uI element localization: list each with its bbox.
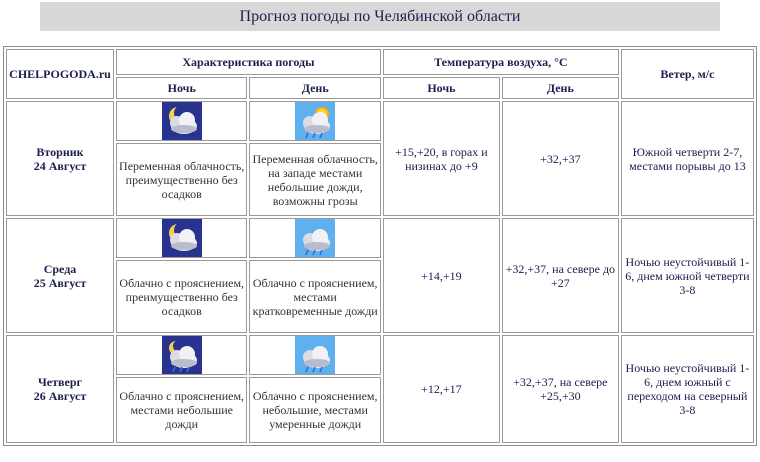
day-icon-cell: [249, 218, 380, 258]
wind-cell: Ночью неустойчивый 1-6, днем южной четверти 3-8: [621, 218, 754, 333]
air-temperature-header: Температура воздуха, °С: [383, 49, 619, 75]
night-description: Облачно с прояснением, местами небольшие дожди: [116, 377, 247, 443]
date: 24 Август: [33, 158, 87, 173]
wind-cell: Ночью неустойчивый 1-6, днем южный с переходом на северный 3-8: [621, 335, 754, 443]
day-description: Облачно с прояснением, небольшие, местами умеренные дожди: [249, 377, 380, 443]
page-title: Прогноз погоды по Челябинской области: [40, 2, 720, 31]
temp-night-cell: +14,+19: [383, 218, 500, 333]
weather-characteristic-header: Характеристика погоды: [116, 49, 381, 75]
night-cloudy-moon-icon: [162, 219, 202, 257]
day-label-thursday: [6, 335, 114, 443]
date: 25 Август: [33, 275, 87, 290]
forecast-table: [3, 46, 757, 446]
night-description: Переменная облачность, преимущественно без осадков: [116, 143, 247, 216]
weekday: Среда: [43, 261, 77, 276]
temp-day-cell: +32,+37, на севере до +27: [502, 218, 619, 333]
weekday: Четверг: [38, 375, 82, 389]
date: 26 Август: [33, 389, 87, 403]
day-icon-cell: [249, 335, 380, 375]
temp-day-cell: +32,+37: [502, 101, 619, 216]
cloud-rain-icon: [295, 336, 335, 374]
temp-day-header: День: [502, 77, 619, 99]
day-description: Облачно с прояснением, местами кратковременные дожди: [249, 260, 380, 333]
night-description: Облачно с прояснением, преимущественно без осадков: [116, 260, 247, 333]
night-icon-cell: [116, 218, 247, 258]
wind-header: Ветер, м/с: [621, 49, 754, 99]
brand-label: CHELPOGODA.ru: [6, 49, 114, 99]
temp-day-cell: +32,+37, на севере +25,+30: [502, 335, 619, 443]
temp-night-cell: +15,+20, в горах и низинах до +9: [383, 101, 500, 216]
night-cloud-rain-icon: [162, 336, 202, 374]
wind-cell: Южной четверти 2-7, местами порывы до 13: [621, 101, 754, 216]
temp-night-cell: +12,+17: [383, 335, 500, 443]
day-description: Переменная облачность, на западе местами небольшие дожди, возможны грозы: [249, 143, 380, 216]
night-cloudy-moon-icon: [162, 102, 202, 140]
day-icon-cell: [249, 101, 380, 141]
weather-night-header: Ночь: [116, 77, 247, 99]
day-sun-rain-icon: [295, 102, 335, 140]
weather-day-header: День: [249, 77, 380, 99]
night-icon-cell: [116, 101, 247, 141]
cloud-rain-icon: [295, 219, 335, 257]
day-label-tuesday: [6, 101, 114, 216]
night-icon-cell: [116, 335, 247, 375]
day-label-wednesday: [6, 218, 114, 333]
temp-night-header: Ночь: [383, 77, 500, 99]
weekday: Вторник: [36, 144, 84, 159]
